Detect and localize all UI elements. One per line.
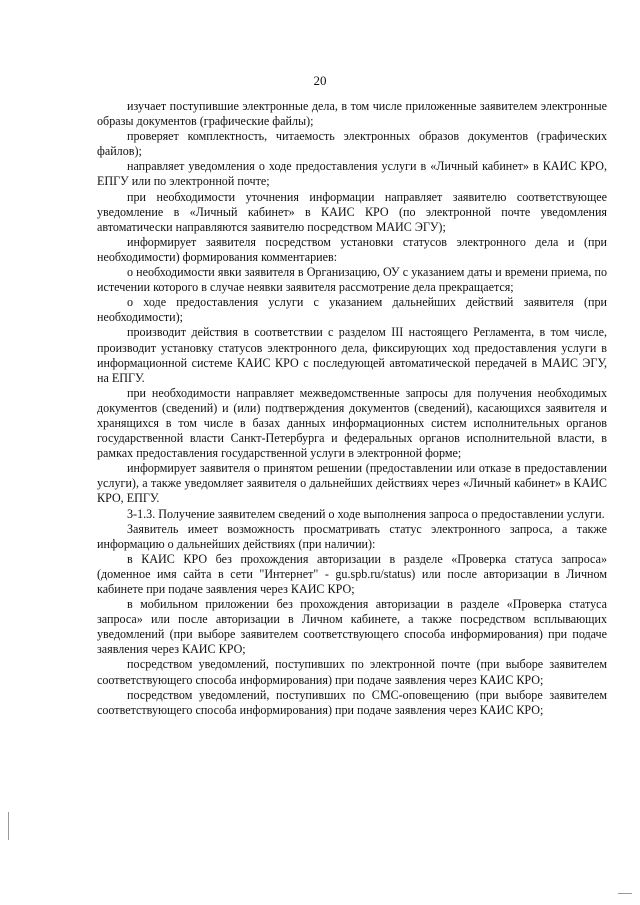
paragraph: направляет уведомления о ходе предоставления услуги в «Личный кабинет» в КАИС КРО, ЕПГУ или по электронной почте; <box>97 159 607 189</box>
page-number: 20 <box>313 73 327 88</box>
scan-artifact <box>618 893 632 894</box>
document-body <box>97 99 607 718</box>
paragraph: посредством уведомлений, поступивших по электронной почте (при выборе заявителем соответствующего способа информирования) при подаче заявления через КАИС КРО; <box>97 657 607 687</box>
paragraph: при необходимости уточнения информации направляет заявителю соответствующее уведомление в «Личный кабинет» в КАИС КРО (по электронной почте уведомления автоматически направляются заявителю посредством МАИС ЭГУ); <box>97 189 607 234</box>
paragraph: информирует заявителя о принятом решении (предоставлении или отказе в предоставлении услуги), а также уведомляет заявителя о дальнейших действиях через «Личный кабинет» в КАИС КРО, ЕПГУ. <box>97 461 607 506</box>
paragraph: о ходе предоставления услуги с указанием дальнейших действий заявителя (при необходимости); <box>97 295 607 325</box>
paragraph: в мобильном приложении без прохождения авторизации в разделе «Проверка статуса запроса» или после авторизации в Личном кабинете, а также посредством всплывающих уведомлений (при выборе заявителем соответствующего способа информирования) при подаче заявления через КАИС КРО; <box>97 597 607 657</box>
section-heading: 3-1.3. Получение заявителем сведений о ходе выполнения запроса о предоставлении услуги. <box>127 506 605 521</box>
scan-artifact <box>8 812 9 840</box>
paragraph: проверяет комплектность, читаемость электронных образов документов (графических файлов); <box>97 129 607 159</box>
paragraph: Заявитель имеет возможность просматривать статус электронного запроса, а также информацию о дальнейших действиях (при наличии): <box>97 521 607 551</box>
paragraph: о необходимости явки заявителя в Организацию, ОУ с указанием даты и времени приема, по истечении которого в случае неявки заявителя рассмотрение дела прекращается; <box>97 265 607 295</box>
paragraph: информирует заявителя посредством установки статусов электронного дела и (при необходимости) формирования комментариев: <box>97 234 607 264</box>
paragraph: производит действия в соответствии с разделом III настоящего Регламента, в том числе, производит установку статусов электронного дела, фиксирующих ход предоставления услуги в информационной системе КАИС КРО с последующей автоматической передачей в МАИС ЭГУ, на ЕПГУ. <box>97 325 607 385</box>
paragraph: посредством уведомлений, поступивших по СМС-оповещению (при выборе заявителем соответствующего способа информирования) при подаче заявления через КАИС КРО; <box>97 687 607 717</box>
paragraph: изучает поступившие электронные дела, в том числе приложенные заявителем электронные образы документов (графические файлы); <box>97 99 607 129</box>
paragraph: в КАИС КРО без прохождения авторизации в разделе «Проверка статуса запроса» (доменное имя сайта в сети "Интернет" - gu.spb.ru/status) или после авторизации в Личном кабинете при подаче заявления через КАИС КРО; <box>97 551 607 596</box>
paragraph: при необходимости направляет межведомственные запросы для получения необходимых документов (сведений) и (или) подтверждения документов (сведений), касающихся заявителя и хранящихся в том числе в базах данных информационных систем исполнительных органов государственной власти Санкт-Петербурга и федеральных органов исполнительной власти, в рамках предоставления государственной услуги в электронной форме; <box>97 385 607 461</box>
